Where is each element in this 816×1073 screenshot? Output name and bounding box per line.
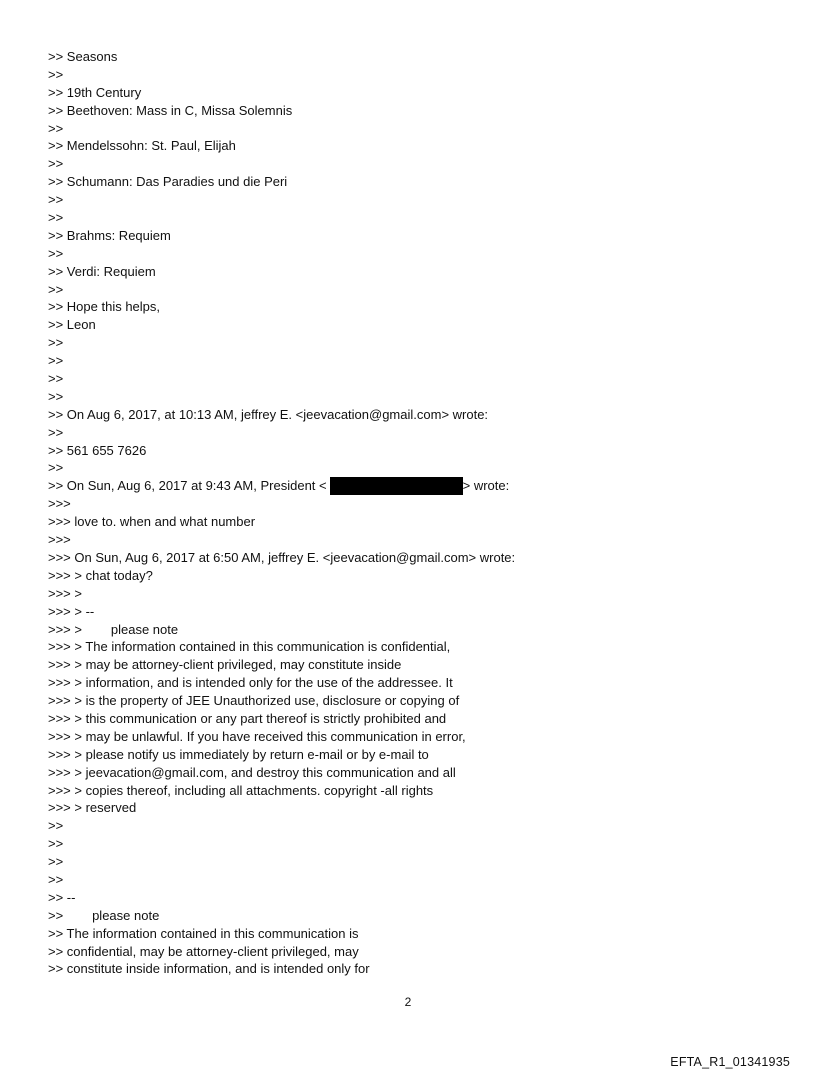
email-line: >>> > is the property of JEE Unauthorized use, disclosure or copying of (48, 693, 460, 709)
email-line: >>> love to. when and what number (48, 514, 256, 530)
president-line-suffix: > wrote: (462, 478, 510, 494)
email-line: >>> On Sun, Aug 6, 2017 at 6:50 AM, jeffrey E. <jeevacation@gmail.com> wrote: (48, 549, 516, 565)
email-line: >> (48, 156, 64, 172)
email-line: >>> > copies thereof, including all attachments. copyright -all rights (48, 782, 434, 798)
email-line: >> 561 655 7626 (48, 442, 147, 458)
email-line: >> (48, 854, 64, 870)
email-line: >> Beethoven: Mass in C, Missa Solemnis (48, 102, 293, 118)
email-line: >> (48, 66, 64, 82)
email-line: >> (48, 836, 64, 852)
quoted-lines-lower (48, 495, 768, 978)
email-line: >> confidential, may be attorney-client privileged, may (48, 943, 359, 959)
email-line: >> 19th Century (48, 84, 142, 100)
email-line: >> (48, 335, 64, 351)
email-line: >> Schumann: Das Paradies und die Peri (48, 174, 288, 190)
email-line: >> (48, 371, 64, 387)
email-line: >> please note (48, 907, 160, 923)
email-line: >> The information contained in this communication is (48, 925, 359, 941)
email-line: >> Hope this helps, (48, 299, 161, 315)
email-line: >>> > this communication or any part thereof is strictly prohibited and (48, 710, 447, 726)
president-line (48, 477, 768, 495)
email-line: >> (48, 245, 64, 261)
email-line: >> Leon (48, 317, 96, 333)
email-line: >>> > please notify us immediately by return e-mail or by e-mail to (48, 746, 429, 762)
email-line: >> (48, 460, 64, 476)
email-line: >> (48, 388, 64, 404)
email-line: >> (48, 871, 64, 887)
document-id: EFTA_R1_01341935 (670, 1055, 790, 1069)
quoted-lines-upper (48, 48, 768, 477)
email-line: >>> > information, and is intended only for the use of the addressee. It (48, 675, 453, 691)
email-line: >> (48, 192, 64, 208)
email-line: >>> > chat today? (48, 567, 153, 583)
email-body (48, 48, 768, 978)
email-line: >> (48, 210, 64, 226)
page-number: 2 (404, 995, 412, 1009)
email-line: >>> > The information contained in this communication is confidential, (48, 639, 451, 655)
email-line: >> Mendelssohn: St. Paul, Elijah (48, 138, 236, 154)
email-line: >> constitute inside information, and is intended only for (48, 961, 370, 977)
email-line: >>> > (48, 585, 82, 601)
email-line: >>> (48, 532, 71, 548)
email-line: >> -- (48, 889, 76, 905)
email-line: >> (48, 281, 64, 297)
email-line: >> (48, 353, 64, 369)
redaction-box (330, 477, 463, 495)
email-line: >> Seasons (48, 49, 118, 64)
email-line: >> (48, 818, 64, 834)
email-line: >>> > may be unlawful. If you have received this communication in error, (48, 728, 466, 744)
email-line: >> Brahms: Requiem (48, 227, 171, 243)
email-line: >>> > reserved (48, 800, 137, 816)
email-line: >>> > may be attorney-client privileged, may constitute inside (48, 657, 402, 673)
email-line: >>> > please note (48, 621, 179, 637)
email-line: >> Verdi: Requiem (48, 263, 156, 279)
email-line: >> (48, 120, 64, 136)
email-line: >>> (48, 496, 71, 512)
email-line: >> (48, 424, 64, 440)
president-line-prefix: >> On Sun, Aug 6, 2017 at 9:43 AM, President < (48, 478, 327, 494)
email-line: >>> > jeevacation@gmail.com, and destroy this communication and all (48, 764, 456, 780)
email-line: >> On Aug 6, 2017, at 10:13 AM, jeffrey E. <jeevacation@gmail.com> wrote: (48, 406, 489, 422)
email-line: >>> > -- (48, 603, 95, 619)
